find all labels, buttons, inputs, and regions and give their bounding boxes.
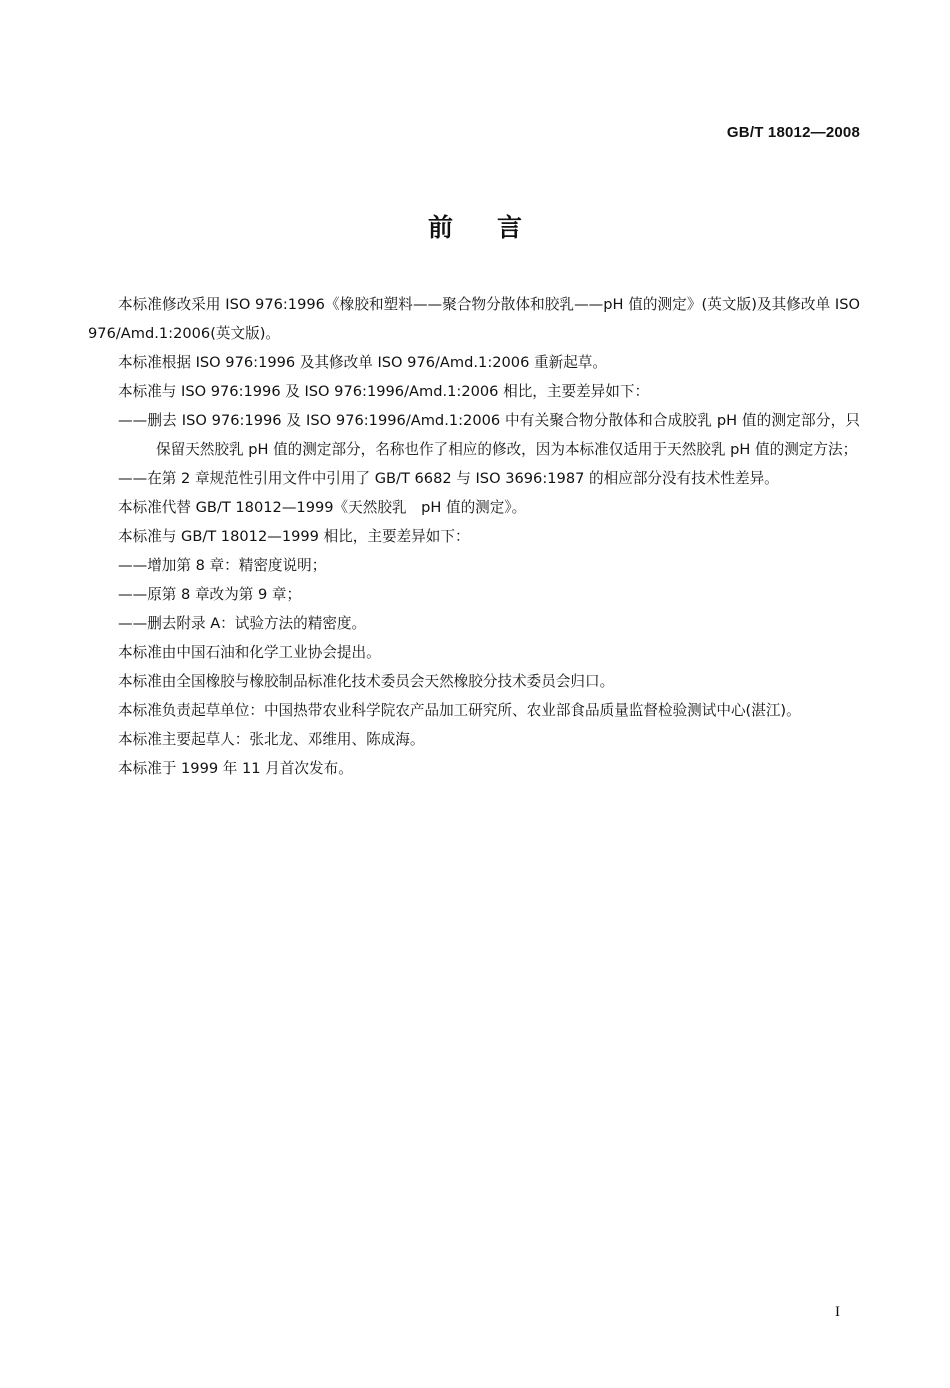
paragraph-adoption: 本标准修改采用 ISO 976:1996《橡胶和塑料——聚合物分散体和胶乳——pH 值的测定》(英文版)及其修改单 ISO 976/Amd.1:2006(英文版)。 — [88, 296, 860, 342]
paragraph-drafters: 本标准主要起草人：张北龙、邓维用、陈成海。 — [118, 731, 425, 748]
paragraph-proposer: 本标准由中国石油和化学工业协会提出。 — [118, 644, 381, 661]
list-item-gb-difference: ——增加第 8 章：精密度说明； — [118, 557, 327, 574]
paragraph-committee: 本标准由全国橡胶与橡胶制品标准化技术委员会天然橡胶分技术委员会归口。 — [118, 673, 615, 690]
paragraph-replaces: 本标准代替 GB/T 18012—1999《天然胶乳 pH 值的测定》。 — [118, 499, 527, 516]
paragraph-first-issue: 本标准于 1999 年 11 月首次发布。 — [118, 760, 353, 777]
page-title: 前言 — [427, 213, 566, 242]
foreword-body — [88, 290, 860, 783]
standard-number: GB/T 18012—2008 — [726, 124, 860, 141]
page-number: I — [835, 1304, 840, 1320]
paragraph-iso-differences-intro: 本标准与 ISO 976:1996 及 ISO 976:1996/Amd.1:2006 相比，主要差异如下： — [118, 383, 650, 400]
paragraph-gb-differences-intro: 本标准与 GB/T 18012—1999 相比，主要差异如下： — [118, 528, 470, 545]
paragraph-drafting-basis: 本标准根据 ISO 976:1996 及其修改单 ISO 976/Amd.1:2006 重新起草。 — [118, 354, 607, 371]
list-item-gb-difference: ——删去附录 A：试验方法的精密度。 — [118, 615, 367, 632]
list-item-iso-difference: ——在第 2 章规范性引用文件中引用了 GB/T 6682 与 ISO 3696:1987 的相应部分没有技术性差异。 — [118, 470, 779, 487]
list-item-iso-difference: ——删去 ISO 976:1996 及 ISO 976:1996/Amd.1:2006 中有关聚合物分散体和合成胶乳 pH 值的测定部分，只保留天然胶乳 pH 值的测定部分，名称也作了相应的修改，因为本标准仅适用于天然胶乳 pH 值的测定方法； — [118, 412, 860, 458]
list-item-gb-difference: ——原第 8 章改为第 9 章； — [118, 586, 302, 603]
paragraph-drafting-units: 本标准负责起草单位：中国热带农业科学院农产品加工研究所、农业部食品质量监督检验测试中心(湛江)。 — [118, 702, 801, 719]
